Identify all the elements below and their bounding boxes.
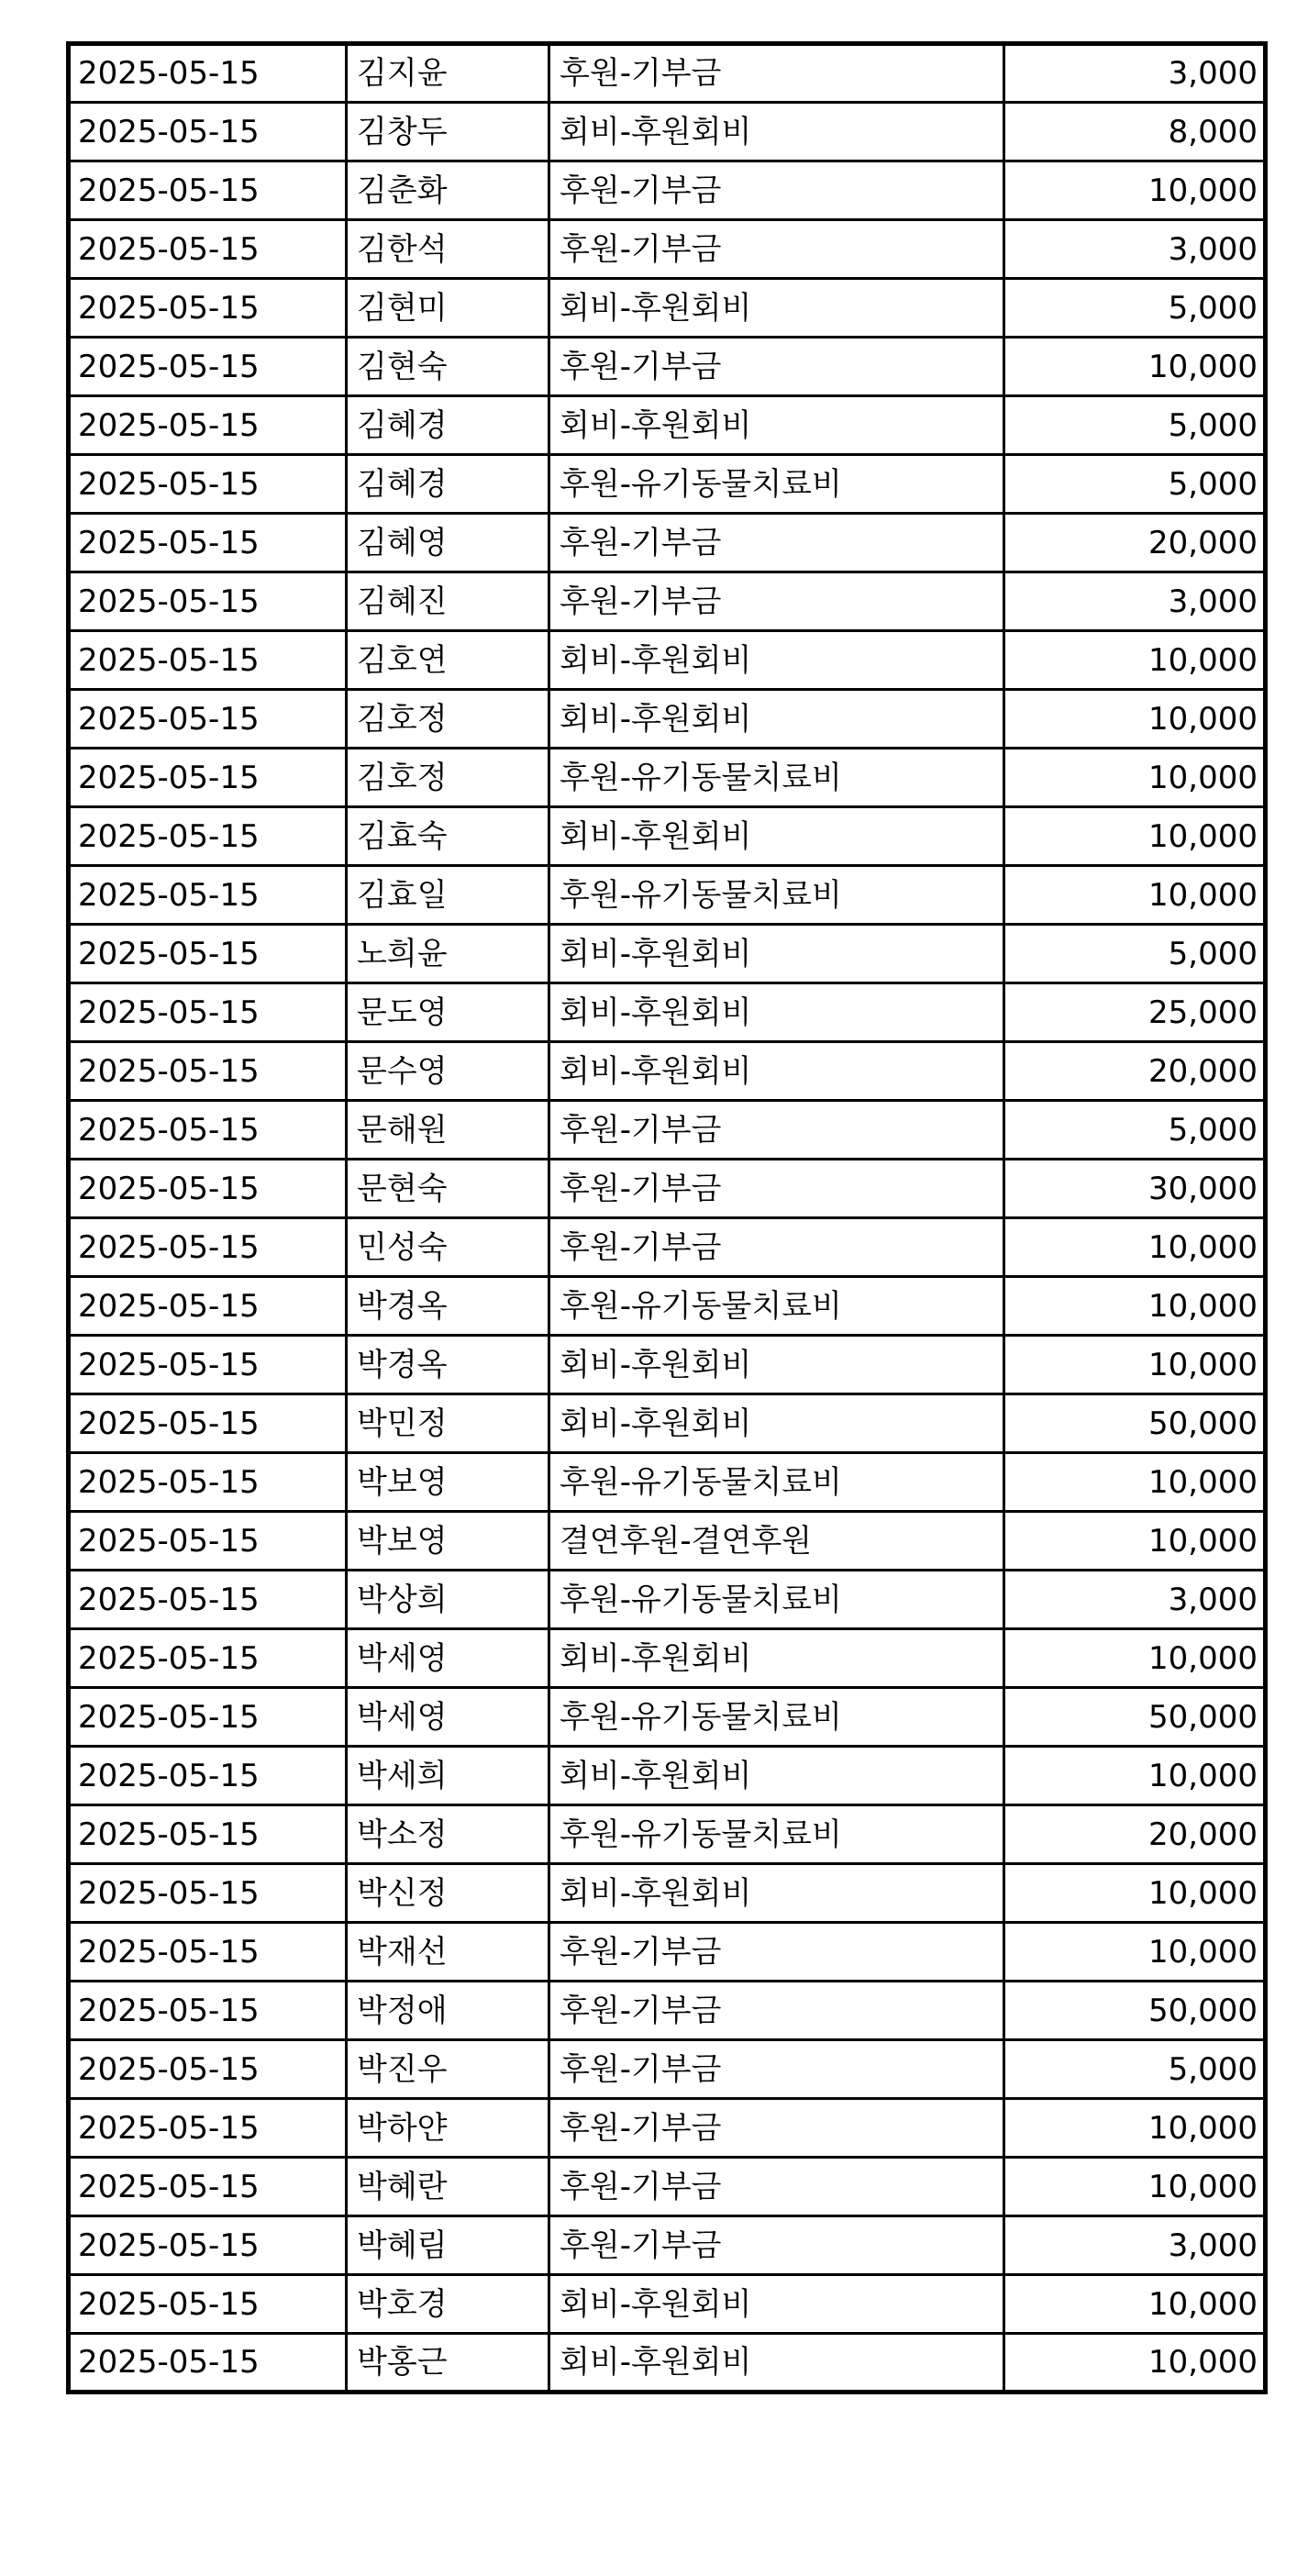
category-cell: 회비-후원회비 [549, 1336, 1004, 1394]
donor-name-cell: 김호정 [347, 690, 549, 749]
category-cell: 후원-기부금 [549, 1101, 1004, 1160]
table-row [69, 572, 1266, 631]
amount-cell: 3,000 [1004, 572, 1266, 631]
amount-cell: 10,000 [1004, 1629, 1266, 1688]
date-cell: 2025-05-15 [69, 103, 347, 161]
date-cell: 2025-05-15 [69, 1571, 347, 1629]
donor-name-cell: 박세영 [347, 1629, 549, 1688]
donor-name-cell: 박세희 [347, 1747, 549, 1805]
category-cell: 회비-후원회비 [549, 2275, 1004, 2334]
donor-name-cell: 김혜경 [347, 455, 549, 514]
category-cell: 회비-후원회비 [549, 690, 1004, 749]
category-cell: 후원-기부금 [549, 514, 1004, 572]
amount-cell: 5,000 [1004, 396, 1266, 455]
table-row [69, 1629, 1266, 1688]
donor-name-cell: 박혜림 [347, 2216, 549, 2275]
amount-cell: 5,000 [1004, 1101, 1266, 1160]
amount-cell: 3,000 [1004, 2216, 1266, 2275]
date-cell: 2025-05-15 [69, 396, 347, 455]
date-cell: 2025-05-15 [69, 1336, 347, 1394]
category-cell: 후원-기부금 [549, 2099, 1004, 2158]
date-cell: 2025-05-15 [69, 1688, 347, 1747]
date-cell: 2025-05-15 [69, 2158, 347, 2216]
amount-cell: 10,000 [1004, 1336, 1266, 1394]
amount-cell: 30,000 [1004, 1160, 1266, 1218]
donor-name-cell: 김혜진 [347, 572, 549, 631]
date-cell: 2025-05-15 [69, 279, 347, 338]
amount-cell: 10,000 [1004, 1864, 1266, 1923]
category-cell: 회비-후원회비 [549, 1042, 1004, 1101]
category-cell: 회비-후원회비 [549, 279, 1004, 338]
donor-name-cell: 문해원 [347, 1101, 549, 1160]
date-cell: 2025-05-15 [69, 1805, 347, 1864]
donor-name-cell: 박세영 [347, 1688, 549, 1747]
table-row [69, 690, 1266, 749]
table-row [69, 2275, 1266, 2334]
amount-cell: 10,000 [1004, 1218, 1266, 1277]
amount-cell: 10,000 [1004, 1277, 1266, 1336]
category-cell: 회비-후원회비 [549, 807, 1004, 866]
table-row [69, 2040, 1266, 2099]
donor-name-cell: 김현미 [347, 279, 549, 338]
amount-cell: 10,000 [1004, 338, 1266, 396]
category-cell: 후원-기부금 [549, 2158, 1004, 2216]
ledger-table-body [69, 44, 1266, 2393]
table-row [69, 1512, 1266, 1571]
table-row [69, 338, 1266, 396]
donor-name-cell: 김호연 [347, 631, 549, 690]
table-row [69, 220, 1266, 279]
donor-name-cell: 박홍근 [347, 2334, 549, 2393]
category-cell: 후원-기부금 [549, 44, 1004, 103]
date-cell: 2025-05-15 [69, 2216, 347, 2275]
amount-cell: 50,000 [1004, 1982, 1266, 2040]
category-cell: 회비-후원회비 [549, 925, 1004, 983]
amount-cell: 10,000 [1004, 161, 1266, 220]
category-cell: 후원-기부금 [549, 338, 1004, 396]
table-row [69, 1453, 1266, 1512]
amount-cell: 5,000 [1004, 925, 1266, 983]
amount-cell: 8,000 [1004, 103, 1266, 161]
amount-cell: 3,000 [1004, 44, 1266, 103]
table-row [69, 396, 1266, 455]
date-cell: 2025-05-15 [69, 44, 347, 103]
date-cell: 2025-05-15 [69, 2040, 347, 2099]
donor-name-cell: 박소정 [347, 1805, 549, 1864]
date-cell: 2025-05-15 [69, 749, 347, 807]
amount-cell: 10,000 [1004, 1512, 1266, 1571]
category-cell: 회비-후원회비 [549, 983, 1004, 1042]
category-cell: 회비-후원회비 [549, 396, 1004, 455]
donor-name-cell: 박혜란 [347, 2158, 549, 2216]
date-cell: 2025-05-15 [69, 161, 347, 220]
category-cell: 회비-후원회비 [549, 631, 1004, 690]
donor-name-cell: 김창두 [347, 103, 549, 161]
date-cell: 2025-05-15 [69, 1042, 347, 1101]
amount-cell: 50,000 [1004, 1688, 1266, 1747]
table-row [69, 1747, 1266, 1805]
table-row [69, 1923, 1266, 1982]
table-row [69, 1218, 1266, 1277]
amount-cell: 10,000 [1004, 1453, 1266, 1512]
category-cell: 회비-후원회비 [549, 103, 1004, 161]
category-cell: 후원-기부금 [549, 572, 1004, 631]
table-row [69, 1160, 1266, 1218]
amount-cell: 10,000 [1004, 866, 1266, 925]
category-cell: 회비-후원회비 [549, 1747, 1004, 1805]
table-row [69, 1982, 1266, 2040]
table-row [69, 2334, 1266, 2393]
table-row [69, 749, 1266, 807]
donor-name-cell: 김춘화 [347, 161, 549, 220]
date-cell: 2025-05-15 [69, 1512, 347, 1571]
category-cell: 후원-기부금 [549, 1218, 1004, 1277]
date-cell: 2025-05-15 [69, 2099, 347, 2158]
table-row [69, 44, 1266, 103]
donor-name-cell: 문도영 [347, 983, 549, 1042]
donor-name-cell: 박민정 [347, 1394, 549, 1453]
date-cell: 2025-05-15 [69, 514, 347, 572]
date-cell: 2025-05-15 [69, 2275, 347, 2334]
amount-cell: 10,000 [1004, 1747, 1266, 1805]
table-row [69, 925, 1266, 983]
donor-name-cell: 박경옥 [347, 1277, 549, 1336]
date-cell: 2025-05-15 [69, 1277, 347, 1336]
date-cell: 2025-05-15 [69, 2334, 347, 2393]
category-cell: 회비-후원회비 [549, 1629, 1004, 1688]
table-row [69, 1571, 1266, 1629]
donor-name-cell: 박정애 [347, 1982, 549, 2040]
amount-cell: 10,000 [1004, 2275, 1266, 2334]
date-cell: 2025-05-15 [69, 631, 347, 690]
date-cell: 2025-05-15 [69, 1747, 347, 1805]
donor-name-cell: 문현숙 [347, 1160, 549, 1218]
category-cell: 후원-기부금 [549, 1160, 1004, 1218]
date-cell: 2025-05-15 [69, 1453, 347, 1512]
donor-name-cell: 박호경 [347, 2275, 549, 2334]
amount-cell: 50,000 [1004, 1394, 1266, 1453]
category-cell: 후원-기부금 [549, 161, 1004, 220]
table-row [69, 2216, 1266, 2275]
category-cell: 후원-유기동물치료비 [549, 1688, 1004, 1747]
category-cell: 후원-유기동물치료비 [549, 1453, 1004, 1512]
category-cell: 후원-기부금 [549, 1982, 1004, 2040]
donation-ledger-table [66, 41, 1268, 2394]
category-cell: 회비-후원회비 [549, 2334, 1004, 2393]
amount-cell: 10,000 [1004, 2334, 1266, 2393]
donor-name-cell: 박재선 [347, 1923, 549, 1982]
date-cell: 2025-05-15 [69, 1218, 347, 1277]
table-row [69, 161, 1266, 220]
donor-name-cell: 박보영 [347, 1453, 549, 1512]
table-row [69, 1277, 1266, 1336]
amount-cell: 20,000 [1004, 1042, 1266, 1101]
date-cell: 2025-05-15 [69, 1864, 347, 1923]
table-row [69, 1336, 1266, 1394]
amount-cell: 10,000 [1004, 690, 1266, 749]
table-row [69, 1864, 1266, 1923]
date-cell: 2025-05-15 [69, 1629, 347, 1688]
donor-name-cell: 김현숙 [347, 338, 549, 396]
donor-name-cell: 김효숙 [347, 807, 549, 866]
amount-cell: 5,000 [1004, 455, 1266, 514]
table-row [69, 2158, 1266, 2216]
table-row [69, 1688, 1266, 1747]
category-cell: 후원-유기동물치료비 [549, 1805, 1004, 1864]
donor-name-cell: 박진우 [347, 2040, 549, 2099]
amount-cell: 20,000 [1004, 1805, 1266, 1864]
table-row [69, 866, 1266, 925]
table-row [69, 807, 1266, 866]
amount-cell: 3,000 [1004, 220, 1266, 279]
date-cell: 2025-05-15 [69, 572, 347, 631]
donor-name-cell: 박하얀 [347, 2099, 549, 2158]
amount-cell: 10,000 [1004, 807, 1266, 866]
donor-name-cell: 민성숙 [347, 1218, 549, 1277]
date-cell: 2025-05-15 [69, 1923, 347, 1982]
table-row [69, 103, 1266, 161]
donor-name-cell: 노희윤 [347, 925, 549, 983]
date-cell: 2025-05-15 [69, 1982, 347, 2040]
donor-name-cell: 김한석 [347, 220, 549, 279]
category-cell: 후원-유기동물치료비 [549, 866, 1004, 925]
category-cell: 후원-기부금 [549, 220, 1004, 279]
table-row [69, 2099, 1266, 2158]
category-cell: 후원-기부금 [549, 1923, 1004, 1982]
table-row [69, 1394, 1266, 1453]
date-cell: 2025-05-15 [69, 866, 347, 925]
amount-cell: 10,000 [1004, 631, 1266, 690]
amount-cell: 5,000 [1004, 279, 1266, 338]
amount-cell: 25,000 [1004, 983, 1266, 1042]
donor-name-cell: 문수영 [347, 1042, 549, 1101]
category-cell: 회비-후원회비 [549, 1394, 1004, 1453]
category-cell: 회비-후원회비 [549, 1864, 1004, 1923]
date-cell: 2025-05-15 [69, 1160, 347, 1218]
donor-name-cell: 박경옥 [347, 1336, 549, 1394]
amount-cell: 10,000 [1004, 1923, 1266, 1982]
table-row [69, 983, 1266, 1042]
category-cell: 결연후원-결연후원 [549, 1512, 1004, 1571]
table-row [69, 279, 1266, 338]
amount-cell: 5,000 [1004, 2040, 1266, 2099]
date-cell: 2025-05-15 [69, 807, 347, 866]
category-cell: 후원-유기동물치료비 [549, 455, 1004, 514]
donor-name-cell: 박보영 [347, 1512, 549, 1571]
category-cell: 후원-유기동물치료비 [549, 1277, 1004, 1336]
category-cell: 후원-유기동물치료비 [549, 1571, 1004, 1629]
date-cell: 2025-05-15 [69, 690, 347, 749]
amount-cell: 10,000 [1004, 2099, 1266, 2158]
amount-cell: 20,000 [1004, 514, 1266, 572]
amount-cell: 10,000 [1004, 2158, 1266, 2216]
table-row [69, 514, 1266, 572]
amount-cell: 10,000 [1004, 749, 1266, 807]
date-cell: 2025-05-15 [69, 925, 347, 983]
donor-name-cell: 박신정 [347, 1864, 549, 1923]
table-row [69, 1042, 1266, 1101]
table-row [69, 1101, 1266, 1160]
donor-name-cell: 김혜경 [347, 396, 549, 455]
donor-name-cell: 김혜영 [347, 514, 549, 572]
category-cell: 후원-기부금 [549, 2216, 1004, 2275]
donor-name-cell: 김지윤 [347, 44, 549, 103]
date-cell: 2025-05-15 [69, 1394, 347, 1453]
category-cell: 후원-유기동물치료비 [549, 749, 1004, 807]
date-cell: 2025-05-15 [69, 220, 347, 279]
donor-name-cell: 김호정 [347, 749, 549, 807]
donor-name-cell: 김효일 [347, 866, 549, 925]
table-row [69, 631, 1266, 690]
date-cell: 2025-05-15 [69, 983, 347, 1042]
category-cell: 후원-기부금 [549, 2040, 1004, 2099]
donor-name-cell: 박상희 [347, 1571, 549, 1629]
date-cell: 2025-05-15 [69, 455, 347, 514]
table-row [69, 1805, 1266, 1864]
table-row [69, 455, 1266, 514]
date-cell: 2025-05-15 [69, 338, 347, 396]
amount-cell: 3,000 [1004, 1571, 1266, 1629]
date-cell: 2025-05-15 [69, 1101, 347, 1160]
